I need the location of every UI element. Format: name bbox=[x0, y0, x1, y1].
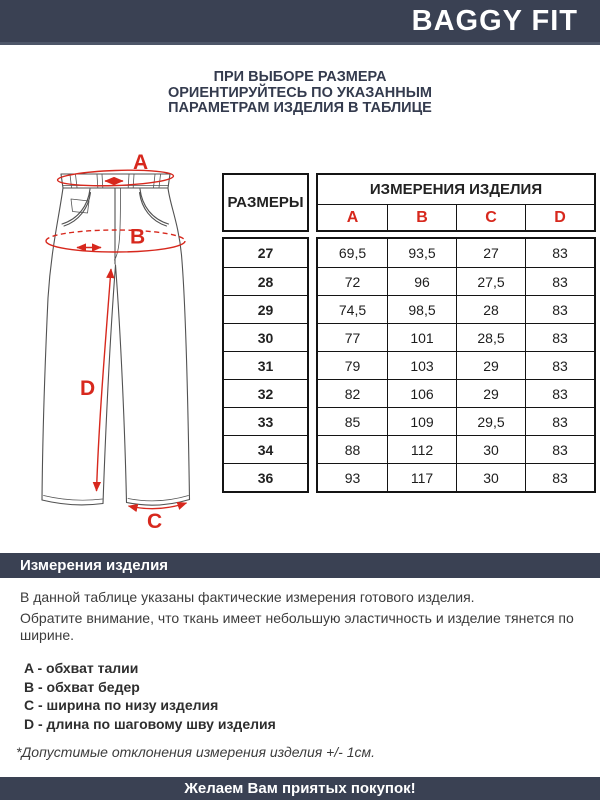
size-value: 34 bbox=[224, 435, 307, 463]
tolerance-disclaimer: *Допустимые отклонения измерения изделия +/- 1см. bbox=[16, 744, 375, 760]
section-header bbox=[0, 553, 600, 578]
intro-line-3: ПАРАМЕТРАМ ИЗДЕЛИЯ В ТАБЛИЦЕ bbox=[168, 100, 432, 116]
jeans-outline bbox=[42, 174, 190, 505]
brand-title: BAGGY FIT bbox=[411, 4, 578, 37]
table-cell: 72 bbox=[318, 267, 387, 295]
legend-item-a: A - обхват талии bbox=[24, 660, 139, 676]
intro-line-2: ОРИЕНТИРУЙТЕСЬ ПО УКАЗАННЫМ bbox=[167, 84, 432, 101]
footer-banner bbox=[0, 777, 600, 800]
table-cell: 98,5 bbox=[387, 295, 456, 323]
table-cell: 96 bbox=[387, 267, 456, 295]
column-header-c: C bbox=[456, 205, 525, 231]
table-cell: 28 bbox=[456, 295, 525, 323]
table-cell: 83 bbox=[525, 267, 594, 295]
column-header-d: D bbox=[525, 205, 594, 231]
table-cell: 117 bbox=[387, 463, 456, 491]
table-cell: 83 bbox=[525, 379, 594, 407]
measurements-columns bbox=[318, 205, 594, 231]
table-cell: 29 bbox=[456, 351, 525, 379]
size-value: 36 bbox=[224, 463, 307, 491]
table-cell: 101 bbox=[387, 323, 456, 351]
measurements-title: ИЗМЕРЕНИЯ ИЗДЕЛИЯ bbox=[318, 175, 594, 205]
top-banner bbox=[0, 0, 600, 45]
table-cell: 112 bbox=[387, 435, 456, 463]
note-paragraph-1: В данной таблице указаны фактические измерения готового изделия. bbox=[20, 589, 475, 605]
table-cell: 79 bbox=[318, 351, 387, 379]
table-cell: 69,5 bbox=[338, 245, 367, 261]
table-cell: 83 bbox=[525, 295, 594, 323]
table-cell: 77 bbox=[318, 323, 387, 351]
column-header-b: B bbox=[387, 205, 456, 231]
table-cell: 29 bbox=[456, 379, 525, 407]
measurement-annotations bbox=[46, 168, 187, 508]
table-cell: 83 bbox=[525, 239, 594, 267]
measure-label-d: D bbox=[80, 377, 96, 400]
sizes-column-header: РАЗМЕРЫ bbox=[222, 173, 309, 232]
size-value: 29 bbox=[224, 295, 307, 323]
size-value: 31 bbox=[224, 351, 307, 379]
table-cell: 109 bbox=[387, 407, 456, 435]
jeans-diagram bbox=[12, 148, 212, 548]
size-value: 30 bbox=[224, 323, 307, 351]
table-cell: 106 bbox=[387, 379, 456, 407]
table-cell: 103 bbox=[387, 351, 456, 379]
table-cell: 93,5 bbox=[387, 239, 456, 267]
table-cell: 27 bbox=[456, 239, 525, 267]
section-title: Измерения изделия bbox=[20, 557, 169, 574]
size-value: 27 bbox=[257, 245, 274, 261]
measure-label-c: C bbox=[147, 510, 163, 533]
table-cell: 83 bbox=[525, 435, 594, 463]
measure-label-a: A bbox=[133, 151, 149, 174]
table-cell: 27,5 bbox=[456, 267, 525, 295]
size-value: 33 bbox=[224, 407, 307, 435]
size-value: 32 bbox=[224, 379, 307, 407]
legend-item-c: C - ширина по низу изделия bbox=[24, 697, 219, 713]
table-cell: 74,5 bbox=[318, 295, 387, 323]
table-cell: 83 bbox=[525, 323, 594, 351]
measurement-legend bbox=[24, 659, 584, 733]
footer-message: Желаем Вам приятых покупок! bbox=[184, 780, 416, 797]
table-cell: 29,5 bbox=[456, 407, 525, 435]
measurements-table-header bbox=[316, 173, 596, 232]
table-cell: 28,5 bbox=[456, 323, 525, 351]
table-cell: 88 bbox=[318, 435, 387, 463]
table-cell: 93 bbox=[318, 463, 387, 491]
measurements-table-body bbox=[316, 237, 596, 493]
measurements-table bbox=[316, 173, 596, 493]
legend-item-b: B - обхват бедер bbox=[24, 678, 140, 695]
table-cell: 85 bbox=[318, 407, 387, 435]
note-paragraph-2: Обратите внимание, что ткань имеет небольшую эластичность и изделие тянется по ширине. bbox=[20, 610, 574, 643]
table-cell: 30 bbox=[456, 463, 525, 491]
table-cell: 83 bbox=[525, 407, 594, 435]
table-cell: 83 bbox=[525, 463, 594, 491]
sizes-column-body bbox=[222, 237, 309, 493]
intro-heading bbox=[0, 70, 600, 117]
measure-label-b: B bbox=[130, 225, 146, 249]
table-cell: 82 bbox=[318, 379, 387, 407]
legend-item-d: D - длина по шаговому шву изделия bbox=[24, 715, 276, 732]
intro-line-1: ПРИ ВЫБОРЕ РАЗМЕРА bbox=[213, 69, 387, 85]
column-header-a: A bbox=[346, 209, 359, 226]
table-cell: 30 bbox=[456, 435, 525, 463]
size-value: 28 bbox=[224, 267, 307, 295]
sizes-table bbox=[222, 173, 309, 493]
table-cell: 83 bbox=[525, 351, 594, 379]
